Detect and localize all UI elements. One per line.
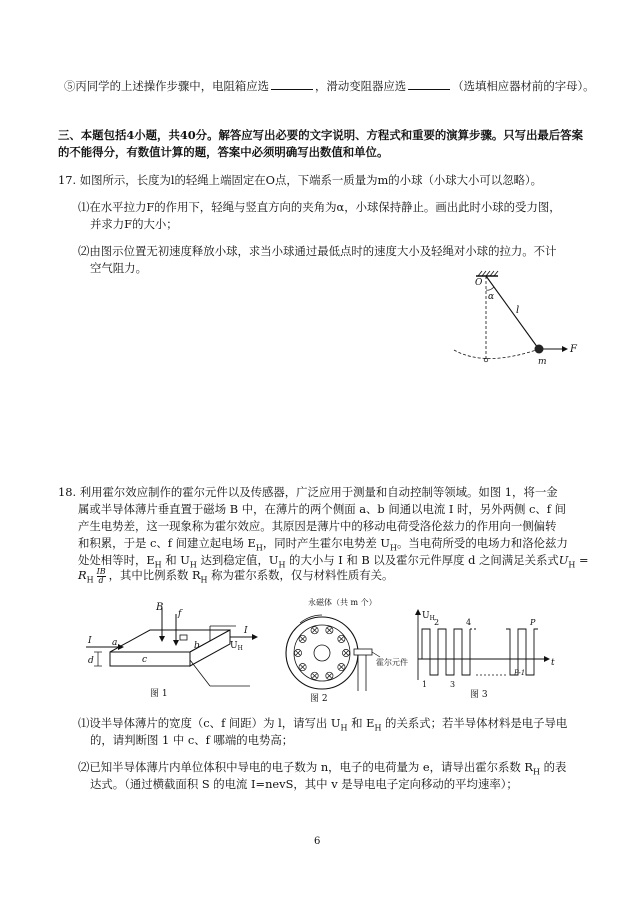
- q18-part2-line2: 达式。（通过横截面积 S 的电流 I=nevS，其中 v 是导电电子定向移动的平均速率）；: [90, 777, 518, 791]
- q17-part1-line2: 并求力F的大小；: [90, 217, 178, 231]
- section3-line2: 的不能得分，有数值计算的题，答案中必须明确写出数值和单位。: [58, 145, 389, 159]
- q17-part1-line1: ⑴在水平拉力F的作用下，轻绳与竖直方向的夹角为α，小球保持静止。画出此时小球的受力图，: [78, 200, 561, 214]
- sub-H: H: [154, 560, 162, 570]
- q18-line5-b: 和 U: [161, 553, 190, 567]
- section3-line1: 三、本题包括4小题，共40分。解答应写出必要的文字说明、方程式和重要的演算步骤。只写出最后答案: [58, 128, 583, 142]
- sub-H: H: [86, 575, 94, 585]
- q18-part1-line2: 的，请判断图 1 中 c、f 哪端的电势高；: [90, 733, 294, 747]
- label-O: O: [475, 278, 483, 288]
- q18-line5-d: 的大小与 I 和 B 以及霍尔元件厚度 d 之间满足关系式: [285, 553, 559, 567]
- hall-figure-3: [410, 605, 560, 700]
- answer-blank-2[interactable]: [408, 79, 450, 90]
- label-b: b: [194, 641, 200, 651]
- fig3-n3: 3: [450, 680, 456, 689]
- fig3-UH-label: [422, 611, 435, 622]
- q18-line5-c: 达到稳定值，U: [196, 553, 279, 567]
- hall-figure-2: [270, 595, 410, 705]
- sub-H: H: [389, 543, 397, 553]
- label-alpha: α: [488, 292, 495, 302]
- label-UH: [230, 641, 243, 652]
- q18-line2: 属或半导体薄片垂直置于磁场 B 中，在薄片的两个侧面 a、b 间通以电流 I 时，另外两侧 c、f 间: [78, 502, 566, 516]
- answer-blank-1[interactable]: [271, 79, 313, 90]
- fig3-UH-sub: H: [429, 615, 435, 622]
- q18-line6-a: ，其中比例系数 R: [108, 568, 201, 582]
- label-f: f: [178, 609, 182, 619]
- fig3-caption: 图 3: [470, 690, 488, 700]
- q18-line1: 18. 利用霍尔效应制作的霍尔元件以及传感器，广泛应用于测量和自动控制等领域。如图 1，将一金: [58, 485, 558, 499]
- formula-numerator: IB: [96, 566, 106, 576]
- q18-part1-c: 的关系式；若半导体材料是电子导电: [381, 716, 568, 730]
- q18-part2-a: ⑵已知半导体薄片内单位体积中导电的电子数为 n，电子的电荷量为 e，请导出霍尔系数 R: [78, 760, 533, 774]
- q18-line4-c: 。当电荷所受的电场力和洛伦兹力: [396, 536, 568, 550]
- label-I-right: I: [244, 626, 248, 636]
- q17-part2-line2: 空气阻力。: [90, 261, 147, 275]
- hall-figure-1: [80, 600, 270, 700]
- q18-line4-a: 和积累，于是 c、f 间建立起电场 E: [78, 536, 256, 550]
- label-UH-sub: H: [237, 645, 243, 652]
- fig3-n4: 4: [466, 618, 472, 627]
- sub-H: H: [532, 767, 540, 777]
- q18-part1-a: ⑴设半导体薄片的宽度（c、f 间距）为 l，请写出 U: [78, 716, 341, 730]
- fig3-t-label: t: [551, 658, 555, 668]
- fig3-P: P: [530, 618, 536, 627]
- formula-denominator: d: [98, 575, 104, 585]
- label-m: m: [538, 357, 547, 367]
- q18-line4-b: ，同时产生霍尔电势差 U: [262, 536, 390, 550]
- q16-item5-suffix: （选填相应器材前的字母）。: [452, 79, 595, 93]
- q18-line6-b: 称为霍尔系数，仅与材料性质有关。: [207, 568, 394, 582]
- label-a: a: [112, 638, 118, 648]
- fig2-caption: 图 2: [310, 694, 328, 704]
- q16-item5: [64, 78, 595, 94]
- label-c: c: [142, 655, 148, 665]
- q16-item5-prefix: ⑤丙同学的上述操作步骤中，电阻箱应选: [64, 79, 270, 93]
- fig1-caption: 图 1: [150, 689, 168, 699]
- q18-line5-a: 处处相等时，E: [78, 553, 155, 567]
- label-F: F: [570, 344, 577, 355]
- fig3-n1: 1: [422, 680, 428, 689]
- q18-line3: 产生电势差，这一现象称为霍尔效应。其原因是薄片中的移动电荷受洛伦兹力的作用向一侧偏转: [78, 519, 557, 533]
- label-B: B: [156, 602, 164, 613]
- formula-U: U: [558, 553, 569, 567]
- fig2-hall-label: 霍尔元件: [376, 658, 408, 667]
- q18-part2-b: 的表: [539, 760, 567, 774]
- sub-H: H: [340, 723, 348, 733]
- q18-line6: [78, 567, 393, 588]
- sub-H: H: [255, 543, 263, 553]
- label-l: l: [516, 305, 520, 316]
- sub-H: H: [200, 575, 208, 585]
- sub-H: H: [189, 560, 197, 570]
- formula-eq: =: [575, 553, 589, 567]
- pendulum-figure: [440, 268, 580, 378]
- label-I-left: I: [88, 636, 92, 646]
- fig3-n2: 2: [434, 618, 440, 627]
- q17-part2-line1: ⑵由图示位置无初速度释放小球，求当小球通过最低点时的速度大小及轻绳对小球的拉力。不计: [78, 244, 557, 258]
- fig3-UH-U: U: [422, 611, 430, 621]
- q18-part1-b: 和 E: [347, 716, 375, 730]
- q16-item5-mid: ，滑动变阻器应选: [315, 79, 407, 93]
- fig3-P1: P-1: [514, 669, 526, 677]
- label-d: d: [88, 656, 94, 666]
- page-number: 6: [314, 836, 321, 847]
- formula-fraction: [97, 568, 106, 585]
- label-UH-U: U: [230, 641, 238, 651]
- q17-stem: 17. 如图所示，长度为l的轻绳上端固定在O点，下端系一质量为m的小球（小球大小可以忽略）。: [58, 173, 543, 187]
- sub-H: H: [278, 560, 286, 570]
- sub-H: H: [568, 560, 576, 570]
- sub-H: H: [374, 723, 382, 733]
- fig2-magnets-label: 永磁体（共 m 个）: [308, 598, 377, 607]
- formula-R: R: [78, 568, 87, 582]
